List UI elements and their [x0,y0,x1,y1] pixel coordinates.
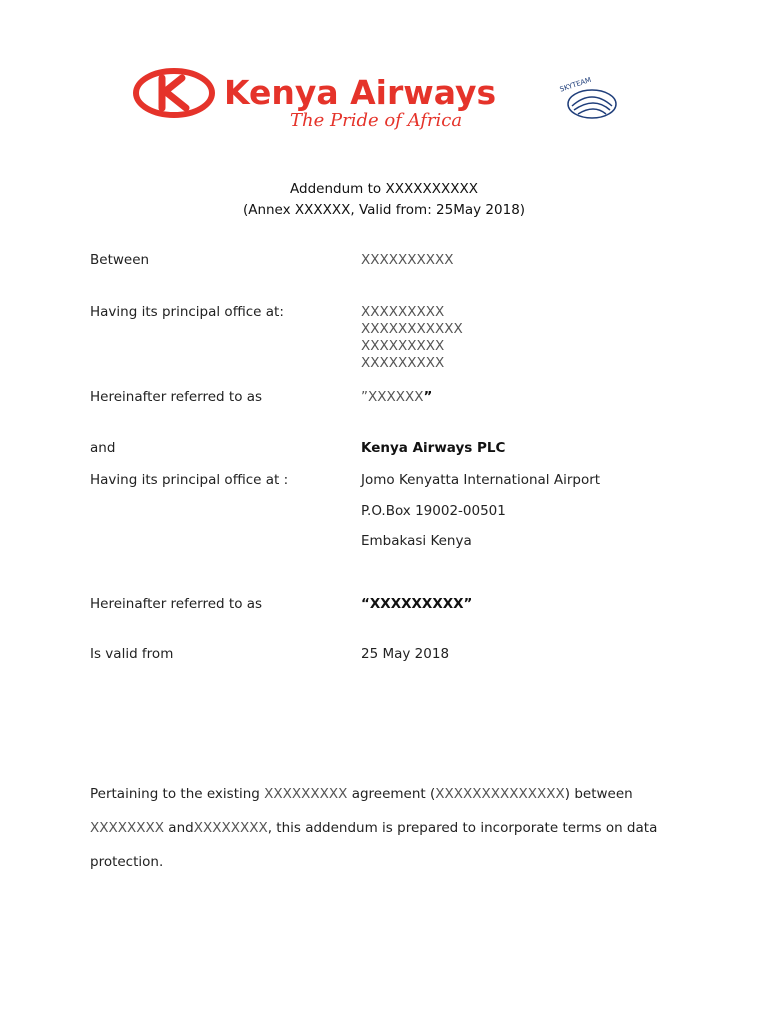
referred-value-party1 [361,389,432,405]
para-text-1: Pertaining to the existing [90,786,265,802]
document-title: Addendum to XXXXXXXXXX [290,181,478,197]
logo-graphic [132,66,624,130]
para-placeholder-2: XXXXXXXXXXXXXX [435,786,565,802]
skyteam-icon [559,76,616,118]
para-placeholder-4: XXXXXXXX [193,820,268,836]
office-label-party1: Having its principal office at: [90,304,284,320]
para-placeholder-1: XXXXXXXXX [264,786,348,802]
office-line-2: XXXXXXXXXXX [361,321,463,337]
office-line-3: XXXXXXXXX [361,338,445,354]
body-paragraph [90,777,690,879]
referred-label-party1: Hereinafter referred to as [90,389,263,405]
referred-value-party2: “XXXXXXXXX” [361,596,473,612]
para-text-5: , this addendum is prepared to incorporate terms on data protection. [90,820,658,870]
skyteam-label: SKYTEAM [558,75,593,94]
valid-from-value: 25 May 2018 [361,646,450,662]
address-line-1: Jomo Kenyatta International Airport [361,472,601,488]
logo-brand-text: Kenya Airways [224,73,497,112]
between-label: Between [90,252,150,268]
address-line-2: P.O.Box 19002-00501 [361,503,506,519]
logo-tagline: The Pride of Africa [290,110,463,130]
office-line-1: XXXXXXXXX [361,304,445,320]
and-label: and [90,440,116,456]
para-placeholder-3: XXXXXXXX [90,820,164,836]
logo-emblem-oval [136,71,212,115]
valid-from-label: Is valid from [90,646,174,662]
para-text-4: and [164,820,194,836]
referred-value-party1-close-quote: ” [423,389,433,405]
kenya-airways-logo [132,66,624,130]
para-text-2: agreement ( [347,786,436,802]
office-line-4: XXXXXXXXX [361,355,445,371]
between-value: XXXXXXXXXX [361,252,454,268]
referred-label-party2: Hereinafter referred to as [90,596,263,612]
document-subtitle: (Annex XXXXXX, Valid from: 25May 2018) [242,202,526,218]
address-line-3: Embakasi Kenya [361,533,472,549]
office-label-party2: Having its principal office at : [90,472,289,488]
party2-name: Kenya Airways PLC [361,440,506,456]
referred-value-party1-name: ”XXXXXX [361,389,424,405]
para-text-3: ) between [564,786,633,802]
logo-emblem-k [162,78,186,108]
